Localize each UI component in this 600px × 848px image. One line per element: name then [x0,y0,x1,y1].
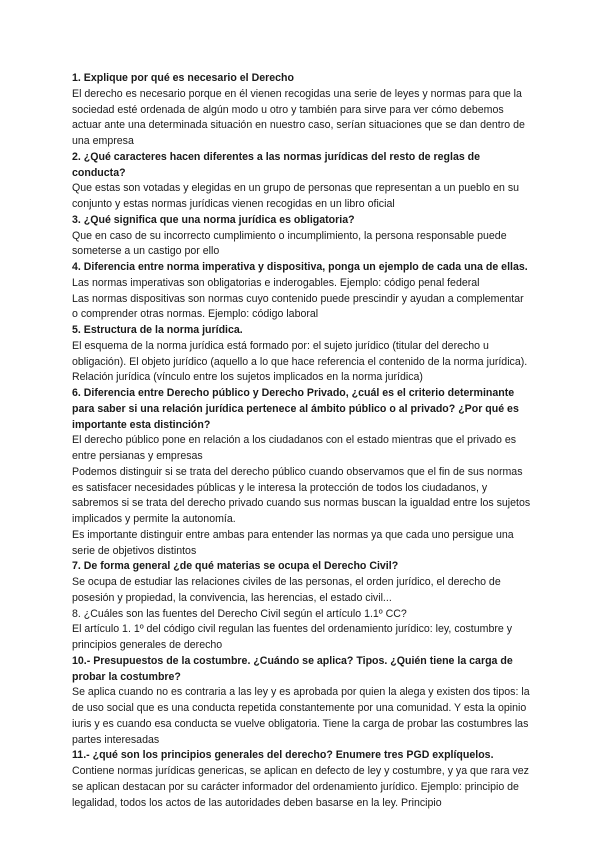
qa-item-7 [72,559,532,654]
question-heading: 4. Diferencia entre norma imperativa y dispositiva, ponga un ejemplo de cada una de ellas. [72,261,528,273]
qa-item-6 [72,386,532,559]
question-heading: 7. De forma general ¿de qué materias se ocupa el Derecho Civil? [72,560,399,573]
document-body [72,71,532,811]
question-heading: 1. Explique por qué es necesario el Derecho [72,72,294,84]
question-heading: 5. Estructura de la norma jurídica. [72,324,243,336]
qa-item-10 [72,654,532,749]
answer-paragraph: Podemos distinguir si se trata del derecho público cuando observamos que el fin de sus normas es satisfacer necesidades públicas y le interesa la protección de todos los ciudadanos, y sabremos si se trata del derecho privado cuando sus normas buscan la igualdad entre los sujetos implicados y permite la autonomía. [72,465,531,525]
question-heading: 10.- Presupuestos de la costumbre. ¿Cuándo se aplica? Tipos. ¿Quién tiene la carga de probar la costumbre? [72,654,513,683]
qa-item-5 [72,323,532,386]
qa-item-3 [72,213,532,260]
answer-paragraph: Se ocupa de estudiar las relaciones civiles de las personas, el orden jurídico, el derecho de posesión y propiedad, la convivencia, las herencias, el estado civil... [72,576,501,604]
answer-paragraph: Es importante distinguir entre ambas para entender las normas ya que cada uno persigue una serie de objetivos distintos [72,528,514,557]
answer-paragraph: Contiene normas jurídicas genericas, se aplican en defecto de ley y costumbre, y ya que rara vez se aplican destacan por su carácter informador del ordenamiento jurídico. Ejemplo: principio de legalidad, todos los actos de las autoridades deben basarse en la ley. Principio [72,765,529,809]
answer-paragraph: El derecho público pone en relación a los ciudadanos con el estado mientras que el privado es entre persianas y empresas [72,434,517,462]
answer-paragraph: Que estas son votadas y elegidas en un grupo de personas que representan a un pueblo en su conjunto y estas normas jurídicas vienen recogidas en un libro oficial [72,182,520,210]
unformatted-question: 8. ¿Cuáles son las fuentes del Derecho Civil según el artículo 1.1º CC? [72,607,407,620]
qa-item-11 [72,748,532,811]
qa-item-2 [72,150,532,213]
question-heading: 2. ¿Qué caracteres hacen diferentes a las normas jurídicas del resto de reglas de conducta? [72,150,481,179]
qa-item-1 [72,71,532,150]
question-heading: 6. Diferencia entre Derecho público y Derecho Privado, ¿cuál es el criterio determinante para saber si una relación jurídica pertenece al ámbito público o al privado? ¿Por qué es importante esta distinción? [72,387,519,431]
answer-paragraph: El derecho es necesario porque en él vienen recogidas una serie de leyes y normas para que la sociedad esté ordenada de algún modo u otro y también para sirve para ver cómo debemos actuar ante una determinada situación en nuestro caso, serían situaciones que se dan dentro de una empresa [72,87,525,147]
question-heading: 11.- ¿qué son los principios generales del derecho? Enumere tres PGD explíquelos. [72,749,494,762]
answer-paragraph: Que en caso de su incorrecto cumplimiento o incumplimiento, la persona responsable puede someterse a un castigo por ello [72,229,507,258]
answer-paragraph: Las normas dispositivas son normas cuyo contenido puede prescindir y ayudan a complementar o comprender otras normas. Ejemplo: código laboral [72,292,524,321]
answer-paragraph: Las normas imperativas son obligatorias e inderogables. Ejemplo: código penal federal [72,276,480,289]
question-heading: 3. ¿Qué significa que una norma jurídica es obligatoria? [72,213,355,226]
qa-item-4 [72,260,532,323]
answer-paragraph: El esquema de la norma jurídica está formado por: el sujeto jurídico (titular del derecho u obligación). El objeto jurídico (aquello a lo que hace referencia el contenido de la norma jurídica). Relación jurídica (vínculo entre los sujetos implicados en la norma jurídica) [72,339,528,384]
answer-paragraph: El artículo 1. 1º del código civil regulan las fuentes del ordenamiento jurídico: ley, costumbre y principios generales de derecho [72,623,513,651]
answer-paragraph: Se aplica cuando no es contraria a las ley y es aprobada por quien la alega y existen dos tipos: la de uso social que es una conducta repetida constantemente por una comunidad. Y esta la opinio iuris y es cuando esa conducta se vuelve obligatoria. Tiene la carga de probar las costumbres las partes interesadas [72,686,530,746]
